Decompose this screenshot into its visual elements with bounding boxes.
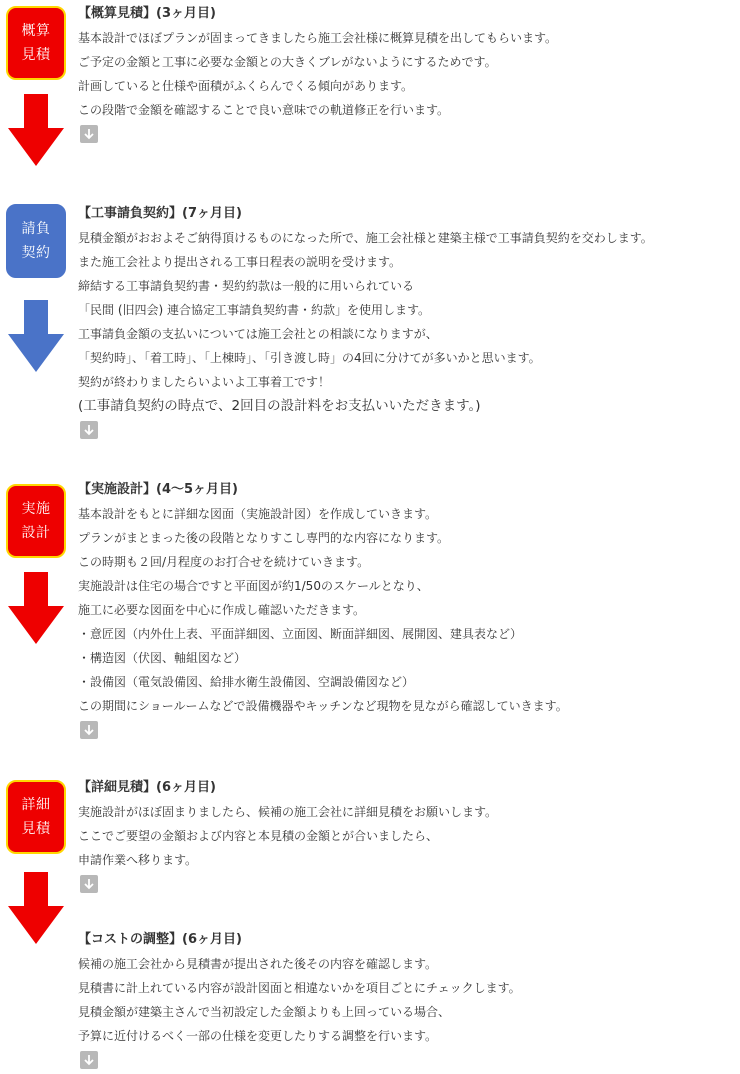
section-line: (工事請負契約の時点で、2回目の設計料をお支払いいただきます。) (78, 398, 481, 414)
section-line: 申請作業へ移ります。 (78, 853, 198, 867)
badge-line: 契約 (21, 245, 51, 261)
down-arrow-icon (6, 872, 66, 944)
download-arrow-icon[interactable] (80, 125, 98, 143)
section-line: 施工に必要な図面を中心に作成し確認いただきます。 (78, 603, 366, 617)
badge-line: 概算 (21, 23, 51, 39)
section-title: 【概算見積】(3ヶ月目) (78, 6, 216, 21)
section-line: 基本設計でほぼプランが固まってきましたら施工会社様に概算見積を出してもらいます。 (78, 31, 558, 45)
download-arrow-icon[interactable] (80, 421, 98, 439)
section-gaisan-mitsumori (78, 2, 738, 143)
section-jisshi-sekkei (78, 478, 738, 739)
section-line: 計画していると仕様や面積がふくらんでくる傾向があります。 (78, 79, 414, 93)
step-badge-gaisan-mitsumori (6, 6, 66, 80)
down-arrow-icon (6, 300, 66, 372)
section-line: プランがまとまった後の段階となりすこし専門的な内容になります。 (78, 531, 450, 545)
download-arrow-icon[interactable] (80, 1051, 98, 1069)
section-line: ・意匠図（内外仕上表、平面詳細図、立面図、断面詳細図、展開図、建具表など） (78, 627, 523, 641)
step-badge-shosai-mitsumori (6, 780, 66, 854)
section-line: 見積金額が建築主さんで当初設定した金額よりも上回っている場合、 (78, 1005, 451, 1019)
section-title: 【詳細見積】(6ヶ月目) (78, 780, 216, 795)
section-line: ・構造図（伏図、軸組図など） (78, 651, 247, 665)
section-cost-chosei (78, 928, 738, 1069)
section-line: ご予定の金額と工事に必要な金額との大きくブレがないようにするためです。 (78, 55, 497, 69)
section-line: この期間にショールームなどで設備機器やキッチンなど現物を見ながら確認していきます。 (78, 699, 568, 713)
section-line: ・設備図（電気設備図、給排水衛生設備図、空調設備図など） (78, 675, 415, 689)
section-koji-ukeoi-keiyaku (78, 202, 738, 439)
section-line: 工事請負金額の支払いについては施工会社との相談になりますが、 (78, 327, 438, 341)
section-line: 見積金額がおおよそご納得頂けるものになった所で、施工会社様と建築主様で工事請負契約を交わします。 (78, 231, 653, 245)
badge-line: 見積 (21, 47, 51, 63)
section-line: また施工会社より提出される工事日程表の説明を受けます。 (78, 255, 402, 269)
section-line: 実施設計は住宅の場合ですと平面図が約1/50のスケールとなり、 (78, 579, 429, 593)
download-arrow-icon[interactable] (80, 875, 98, 893)
section-line: この時期も２回/月程度のお打合せを続けていきます。 (78, 555, 370, 569)
badge-line: 実施 (21, 501, 51, 517)
section-title: 【工事請負契約】(7ヶ月目) (78, 206, 242, 221)
section-line: 基本設計をもとに詳細な図面（実施設計図）を作成していきます。 (78, 507, 438, 521)
section-line: ここでご要望の金額および内容と本見積の金額とが合いましたら、 (78, 829, 439, 843)
section-line: 契約が終わりましたらいよいよ工事着工です！ (78, 375, 331, 389)
badge-line: 見積 (21, 821, 51, 837)
section-line: 実施設計がほぼ固まりましたら、候補の施工会社に詳細見積をお願いします。 (78, 805, 498, 819)
down-arrow-icon (6, 572, 66, 644)
step-badge-jisshi-sekkei (6, 484, 66, 558)
section-title: 【コストの調整】(6ヶ月目) (78, 932, 242, 947)
section-shosai-mitsumori (78, 776, 738, 893)
section-title: 【実施設計】(4〜5ヶ月目) (78, 482, 238, 497)
section-line: この段階で金額を確認することで良い意味での軌道修正を行います。 (78, 103, 450, 117)
download-arrow-icon[interactable] (80, 721, 98, 739)
step-badge-ukeoi-keiyaku (6, 204, 66, 278)
section-line: 見積書に計上れている内容が設計図面と相違ないかを項目ごとにチェックします。 (78, 981, 521, 995)
section-line: 候補の施工会社から見積書が提出された後その内容を確認します。 (78, 957, 438, 971)
badge-line: 設計 (21, 525, 51, 541)
badge-line: 詳細 (21, 797, 51, 813)
badge-line: 請負 (21, 221, 51, 237)
section-line: 「民間 (旧四会) 連合協定工事請負契約書・約款」を使用します。 (78, 303, 431, 317)
section-line: 締結する工事請負契約書・契約約款は一般的に用いられている (78, 279, 415, 293)
section-line: 「契約時」、「着工時」、「上棟時」、「引き渡し時」の4回に分けてが多いかと思います。 (78, 351, 541, 365)
section-line: 予算に近付けるべく一部の仕様を変更したりする調整を行います。 (78, 1029, 438, 1043)
down-arrow-icon (6, 94, 66, 166)
